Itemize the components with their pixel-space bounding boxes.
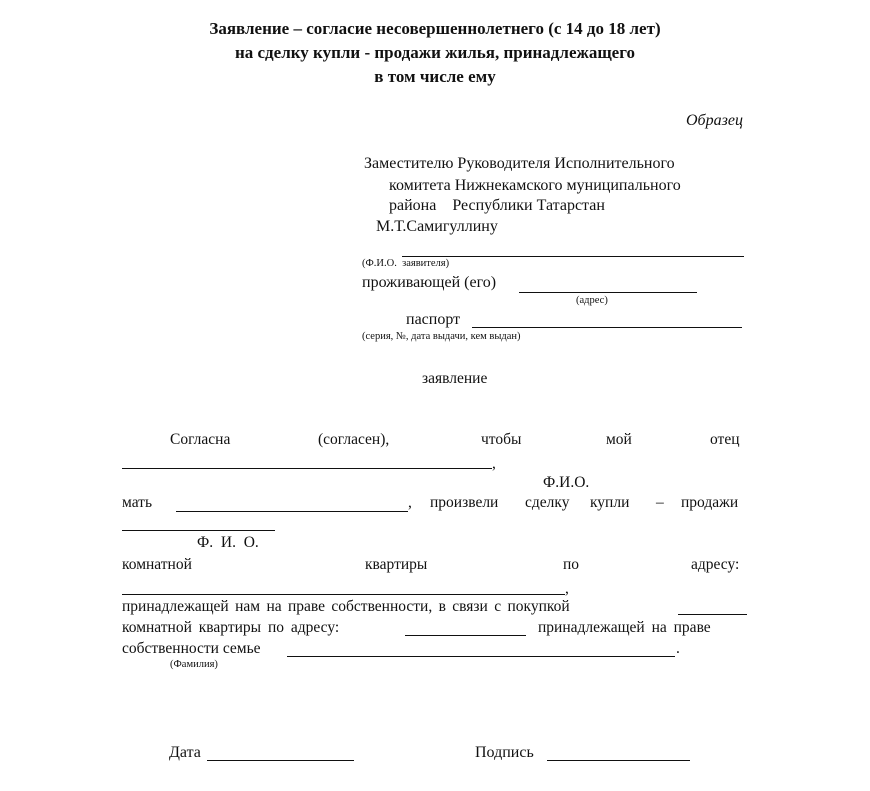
addressee-line-3: района Республики Татарстан	[389, 197, 605, 214]
document-title-line-3: в том числе ему	[374, 67, 496, 86]
addressee-name: М.Т.Самигуллину	[376, 218, 498, 235]
sample-label: Образец	[686, 112, 743, 129]
word-at: по	[563, 556, 580, 573]
ownership-line: принадлежащей нам на праве собственности, в связи с покупкой	[122, 598, 570, 615]
residing-label: проживающей (его)	[362, 274, 497, 291]
new-address-field[interactable]	[405, 635, 526, 636]
passport-field[interactable]	[472, 327, 742, 328]
document-title-line-1: Заявление – согласие несовершеннолетнего (с 14 до 18 лет)	[209, 19, 661, 38]
passport-label: паспорт	[406, 311, 461, 328]
father-fio-field[interactable]	[122, 468, 492, 469]
passport-hint: (серия, №, дата выдачи, кем выдан)	[362, 331, 521, 342]
new-rooms-count-field[interactable]	[678, 614, 747, 615]
signature-label: Подпись	[475, 744, 534, 761]
mother-fio-field[interactable]	[176, 511, 408, 512]
sold-address-field[interactable]	[122, 594, 565, 595]
word-address: адресу:	[691, 556, 740, 573]
applicant-fio-field[interactable]	[402, 256, 744, 257]
document-title-line-2: на сделку купли - продажи жилья, принадлежащего	[234, 43, 636, 62]
surname-hint: (Фамилия)	[170, 659, 218, 670]
comma-mother: ,	[408, 494, 412, 511]
signature-field[interactable]	[547, 760, 690, 761]
word-agree: Согласна	[170, 431, 231, 448]
date-field[interactable]	[207, 760, 354, 761]
addressee-line-2: комитета Нижнекамского муниципального	[389, 177, 681, 194]
applicant-fio-hint: (Ф.И.О. заявителя)	[362, 258, 450, 269]
family-owner-label: собственности семье	[122, 640, 261, 657]
word-room: комнатной	[122, 556, 192, 573]
word-father: отец	[710, 431, 740, 448]
word-made: произвели	[430, 494, 499, 511]
addressee-line-1: Заместителю Руководителя Исполнительного	[364, 155, 675, 172]
mother-fio-hint: Ф. И. О.	[197, 534, 259, 551]
period: .	[676, 640, 680, 657]
new-apartment-label: комнатной квартиры по адресу:	[122, 619, 340, 636]
word-purchase: купли	[590, 494, 630, 511]
word-sale: продажи	[681, 494, 739, 511]
family-surname-field[interactable]	[287, 656, 675, 657]
statement-heading: заявление	[422, 370, 488, 387]
word-agree-masc: (согласен),	[318, 431, 390, 448]
applicant-address-field[interactable]	[519, 292, 697, 293]
mother-label: мать	[122, 494, 153, 511]
rooms-count-field[interactable]	[122, 530, 275, 531]
owned-label: принадлежащей на праве	[538, 619, 711, 636]
father-fio-hint: Ф.И.О.	[543, 474, 590, 491]
word-so-that: чтобы	[481, 431, 522, 448]
comma-1: ,	[492, 455, 496, 472]
word-my: мой	[606, 431, 632, 448]
word-dash: –	[656, 494, 664, 511]
word-apartment: квартиры	[365, 556, 428, 573]
word-deal: сделку	[525, 494, 570, 511]
comma-2: ,	[565, 580, 569, 597]
date-label: Дата	[169, 744, 201, 761]
address-hint: (адрес)	[576, 295, 608, 306]
